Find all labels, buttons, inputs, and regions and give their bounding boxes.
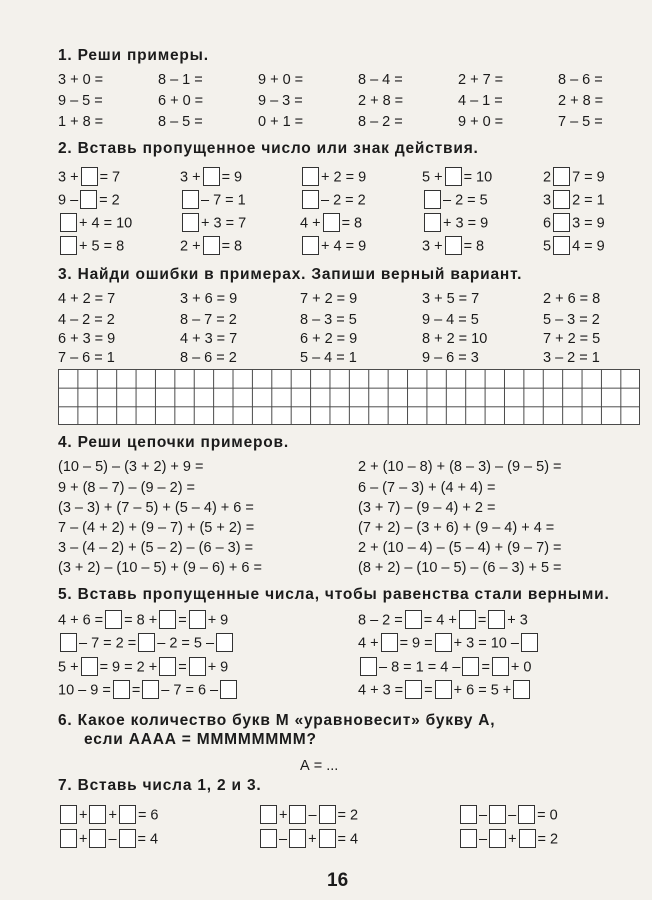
exercise-4-title: 4. Реши цепочки примеров.	[58, 434, 289, 451]
fill-in-item	[422, 191, 488, 210]
answer-box[interactable]	[302, 236, 319, 255]
item-suffix: – 2 = 5	[443, 192, 488, 209]
answer-box[interactable]	[360, 657, 377, 676]
answer-box[interactable]	[489, 805, 506, 824]
example: 9 – 3 =	[258, 93, 303, 109]
chain-example: 2 + (10 – 8) + (8 – 3) – (9 – 5) =	[358, 459, 562, 475]
operator: –	[479, 807, 488, 824]
answer-box[interactable]	[260, 829, 277, 848]
fill-in-item	[300, 214, 362, 233]
item-suffix: 7 = 9	[572, 169, 605, 186]
answer-box[interactable]	[189, 610, 206, 629]
fill-in-item	[58, 191, 120, 210]
chain-example: (8 + 2) – (10 – 5) – (6 – 3) + 5 =	[358, 560, 562, 576]
operator: +	[508, 831, 517, 848]
equality-row	[58, 634, 235, 653]
example: 8 – 6 = 2	[180, 350, 237, 366]
fill-in-item	[543, 214, 605, 233]
answer-box[interactable]	[138, 633, 155, 652]
example: 8 – 6 =	[558, 72, 603, 88]
answer-box[interactable]	[462, 657, 479, 676]
chain-example: 3 – (4 – 2) + (5 – 2) – (6 – 3) =	[58, 540, 254, 556]
equality-part: + 9	[207, 659, 229, 676]
item-suffix: = 8	[463, 238, 485, 255]
answer-box[interactable]	[60, 805, 77, 824]
equality-row	[358, 611, 528, 630]
item-suffix: – 2 = 2	[321, 192, 366, 209]
answer-box[interactable]	[405, 610, 422, 629]
item-suffix: = 7	[99, 169, 121, 186]
answer-box[interactable]	[553, 236, 570, 255]
fill-in-item	[58, 214, 132, 233]
item-prefix: 5 +	[422, 169, 443, 186]
item-suffix: 3 = 9	[572, 215, 605, 232]
number-puzzle-row	[258, 806, 358, 825]
answer-box[interactable]	[203, 236, 220, 255]
equality-part: 4 + 3 =	[358, 682, 404, 699]
equality-part: + 3	[507, 612, 528, 629]
operator: +	[79, 807, 88, 824]
operator: +	[79, 831, 88, 848]
answer-box[interactable]	[81, 167, 98, 186]
chain-example: 2 + (10 – 4) – (5 – 4) + (9 – 7) =	[358, 540, 562, 556]
fill-in-item	[422, 214, 488, 233]
equality-part: =	[481, 659, 490, 676]
example: 0 + 1 =	[258, 114, 304, 130]
exercise-6-question-cont: если АААА = ММММММММ?	[84, 731, 317, 748]
answer-box[interactable]	[203, 167, 220, 186]
answer-box[interactable]	[319, 805, 336, 824]
chain-example: 7 – (4 + 2) + (9 – 7) + (5 + 2) =	[58, 520, 255, 536]
fill-in-item	[180, 191, 246, 210]
equality-row	[358, 681, 532, 700]
answer-box[interactable]	[489, 829, 506, 848]
exercise-6-answer: А = ...	[300, 758, 339, 774]
answer-box[interactable]	[60, 829, 77, 848]
example: 2 + 8 =	[558, 93, 604, 109]
answer-box[interactable]	[435, 680, 452, 699]
answer-box[interactable]	[381, 633, 398, 652]
equality-part: + 0	[510, 659, 532, 676]
answer-box[interactable]	[553, 213, 570, 232]
example: 4 + 3 = 7	[180, 331, 238, 347]
equality-part: 8 – 2 =	[358, 612, 403, 629]
answer-grid[interactable]	[58, 369, 640, 425]
operator: –	[508, 807, 517, 824]
item-suffix: + 3 = 7	[201, 215, 247, 232]
equality-row	[58, 611, 228, 630]
item-suffix: = 8	[221, 238, 243, 255]
example: 3 + 0 =	[58, 72, 104, 88]
answer-box[interactable]	[182, 213, 199, 232]
fill-in-item	[300, 191, 366, 210]
equality-part: =	[424, 682, 433, 699]
example: 8 – 2 =	[358, 114, 403, 130]
example: 6 + 3 = 9	[58, 331, 116, 347]
answer-box[interactable]	[323, 213, 340, 232]
answer-box[interactable]	[445, 167, 462, 186]
example: 1 + 8 =	[58, 114, 104, 130]
item-prefix: 2	[543, 169, 552, 186]
example: 4 – 1 =	[458, 93, 503, 109]
example: 9 + 0 =	[258, 72, 304, 88]
equality-row	[358, 634, 540, 653]
answer-box[interactable]	[289, 829, 306, 848]
equality-part: + 3 = 10 –	[453, 635, 519, 652]
item-prefix: 3 +	[422, 238, 443, 255]
answer-box[interactable]	[460, 805, 477, 824]
item-suffix: = 10	[463, 169, 493, 186]
chain-example: (7 + 2) – (3 + 6) + (9 – 4) + 4 =	[358, 520, 555, 536]
example: 2 + 6 = 8	[543, 291, 601, 307]
equality-part: = 9 =	[399, 635, 433, 652]
exercise-5-title: 5. Вставь пропущенные числа, чтобы равенства стали верными.	[58, 586, 610, 603]
number-puzzle-row	[58, 830, 158, 849]
chain-example: (10 – 5) – (3 + 2) + 9 =	[58, 459, 204, 475]
example: 8 – 3 = 5	[300, 312, 357, 328]
fill-in-item	[58, 168, 120, 187]
answer-box[interactable]	[289, 805, 306, 824]
equality-part: – 8 = 1 = 4 –	[379, 659, 461, 676]
number-puzzle-row	[258, 830, 358, 849]
fill-in-item	[300, 168, 366, 187]
answer-box[interactable]	[119, 805, 136, 824]
item-suffix: + 5 = 8	[79, 238, 125, 255]
answer-box[interactable]	[159, 657, 176, 676]
item-suffix: 4 = 9	[572, 238, 605, 255]
answer-box[interactable]	[424, 213, 441, 232]
operator: –	[479, 831, 488, 848]
fill-in-item	[180, 168, 242, 187]
example: 4 + 2 = 7	[58, 291, 116, 307]
item-suffix: = 9	[221, 169, 243, 186]
result: = 2	[537, 831, 559, 848]
fill-in-item	[422, 168, 492, 187]
answer-box[interactable]	[159, 610, 176, 629]
answer-box[interactable]	[319, 829, 336, 848]
equality-row	[358, 658, 531, 677]
answer-box[interactable]	[459, 610, 476, 629]
equality-part: 4 + 6 =	[58, 612, 104, 629]
equality-part: =	[131, 682, 141, 699]
answer-box[interactable]	[89, 805, 106, 824]
answer-box[interactable]	[553, 190, 570, 209]
item-suffix: = 8	[341, 215, 363, 232]
result: = 4	[337, 831, 359, 848]
item-suffix: = 2	[99, 192, 120, 209]
item-suffix: + 2 = 9	[321, 169, 367, 186]
example: 9 + 0 =	[458, 114, 504, 130]
answer-box[interactable]	[488, 610, 505, 629]
operator: +	[279, 807, 288, 824]
answer-box[interactable]	[60, 236, 77, 255]
answer-box[interactable]	[435, 633, 452, 652]
answer-box[interactable]	[220, 680, 237, 699]
equality-part: – 7 = 6 –	[161, 682, 219, 699]
example: 3 + 6 = 9	[180, 291, 238, 307]
equality-part: 10 – 9 =	[58, 682, 111, 699]
equality-part: 4 +	[358, 635, 379, 652]
answer-box[interactable]	[519, 829, 536, 848]
equality-row	[58, 681, 239, 700]
result: = 6	[137, 807, 159, 824]
answer-box[interactable]	[260, 805, 277, 824]
example: 3 + 5 = 7	[422, 291, 480, 307]
number-puzzle-row	[58, 806, 159, 825]
answer-box[interactable]	[460, 829, 477, 848]
answer-box[interactable]	[80, 190, 97, 209]
example: 8 – 1 =	[158, 72, 203, 88]
example: 8 – 5 =	[158, 114, 203, 130]
item-suffix: + 4 = 10	[79, 215, 133, 232]
equality-part: =	[178, 612, 187, 629]
example: 5 – 3 = 2	[543, 312, 600, 328]
operator: –	[308, 807, 317, 824]
item-prefix: 3	[543, 192, 552, 209]
result: = 2	[337, 807, 359, 824]
equality-part: =	[178, 659, 187, 676]
equality-part: – 2 = 5 –	[157, 635, 215, 652]
answer-box[interactable]	[513, 680, 530, 699]
equality-row	[58, 658, 228, 677]
example: 8 – 7 = 2	[180, 312, 237, 328]
answer-box[interactable]	[60, 633, 77, 652]
exercise-1-title: 1. Реши примеры.	[58, 47, 209, 64]
equality-part: 5 +	[58, 659, 79, 676]
example: 2 + 8 =	[358, 93, 404, 109]
answer-box[interactable]	[405, 680, 422, 699]
number-puzzle-row	[458, 830, 558, 849]
fill-in-item	[300, 237, 366, 256]
chain-example: (3 + 2) – (10 – 5) + (9 – 6) + 6 =	[58, 560, 262, 576]
item-prefix: 9 –	[58, 192, 79, 209]
operator: +	[308, 831, 317, 848]
item-prefix: 3 +	[58, 169, 79, 186]
chain-example: 9 + (8 – 7) – (9 – 2) =	[58, 480, 196, 496]
example: 4 – 2 = 2	[58, 312, 115, 328]
answer-box[interactable]	[302, 167, 319, 186]
answer-box[interactable]	[105, 610, 122, 629]
example: 9 – 4 = 5	[422, 312, 479, 328]
answer-box[interactable]	[424, 190, 441, 209]
example: 5 – 4 = 1	[300, 350, 357, 366]
answer-box[interactable]	[89, 829, 106, 848]
example: 7 + 2 = 9	[300, 291, 358, 307]
answer-box[interactable]	[553, 167, 570, 186]
answer-box[interactable]	[113, 680, 130, 699]
exercise-3-title: 3. Найди ошибки в примерах. Запиши верный вариант.	[58, 266, 523, 283]
answer-box[interactable]	[302, 190, 319, 209]
answer-box[interactable]	[142, 680, 159, 699]
example: 6 + 0 =	[158, 93, 204, 109]
example: 7 – 6 = 1	[58, 350, 115, 366]
exercise-7-title: 7. Вставь числа 1, 2 и 3.	[58, 777, 262, 794]
answer-box[interactable]	[81, 657, 98, 676]
item-suffix: + 3 = 9	[443, 215, 489, 232]
example: 9 – 5 =	[58, 93, 103, 109]
equality-part: = 4 +	[423, 612, 457, 629]
answer-box[interactable]	[518, 805, 535, 824]
item-prefix: 6	[543, 215, 552, 232]
example: 6 + 2 = 9	[300, 331, 358, 347]
fill-in-item	[543, 237, 605, 256]
fill-in-item	[58, 237, 124, 256]
page-number: 16	[327, 870, 349, 891]
example: 8 – 4 =	[358, 72, 403, 88]
example: 7 + 2 = 5	[543, 331, 601, 347]
equality-part: = 8 +	[124, 612, 158, 629]
answer-box[interactable]	[189, 657, 206, 676]
operator: +	[108, 807, 117, 824]
answer-box[interactable]	[521, 633, 538, 652]
result: = 0	[537, 807, 558, 824]
item-suffix: 2 = 1	[572, 192, 605, 209]
item-prefix: 5	[543, 238, 552, 255]
fill-in-item	[422, 237, 484, 256]
fill-in-item	[543, 168, 605, 187]
fill-in-item	[543, 191, 605, 210]
item-suffix: + 4 = 9	[321, 238, 367, 255]
fill-in-item	[180, 237, 242, 256]
example: 9 – 6 = 3	[422, 350, 479, 366]
chain-example: 6 – (7 – 3) + (4 + 4) =	[358, 480, 496, 496]
example: 7 – 5 =	[558, 114, 603, 130]
item-prefix: 2 +	[180, 238, 201, 255]
number-puzzle-row	[458, 806, 558, 825]
equality-part: =	[477, 612, 487, 629]
result: = 4	[137, 831, 159, 848]
answer-box[interactable]	[445, 236, 462, 255]
equality-part: + 9	[207, 612, 229, 629]
example: 3 – 2 = 1	[543, 350, 600, 366]
exercise-6-question: 6. Какое количество букв М «уравновесит» букву А,	[58, 712, 496, 729]
chain-example: (3 + 7) – (9 – 4) + 2 =	[358, 500, 496, 516]
operator: –	[108, 831, 117, 848]
item-prefix: 3 +	[180, 169, 201, 186]
example: 2 + 7 =	[458, 72, 504, 88]
example: 8 + 2 = 10	[422, 331, 488, 347]
equality-part: = 9 = 2 +	[99, 659, 158, 676]
item-prefix: 4 +	[300, 215, 321, 232]
answer-box[interactable]	[216, 633, 233, 652]
fill-in-item	[180, 214, 246, 233]
answer-box[interactable]	[119, 829, 136, 848]
answer-box[interactable]	[492, 657, 509, 676]
exercise-2-title: 2. Вставь пропущенное число или знак действия.	[58, 140, 479, 157]
operator: –	[279, 831, 288, 848]
answer-box[interactable]	[60, 213, 77, 232]
equality-part: + 6 = 5 +	[453, 682, 512, 699]
item-suffix: – 7 = 1	[201, 192, 246, 209]
chain-example: (3 – 3) + (7 – 5) + (5 – 4) + 6 =	[58, 500, 254, 516]
equality-part: – 7 = 2 =	[79, 635, 137, 652]
answer-box[interactable]	[182, 190, 199, 209]
